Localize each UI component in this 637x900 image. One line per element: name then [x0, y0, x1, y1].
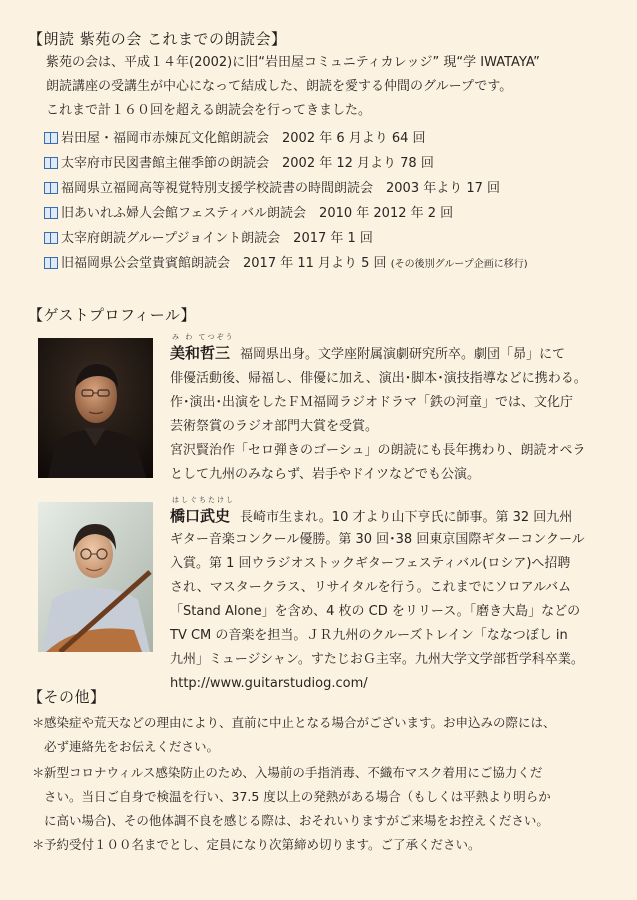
- event-text: 旧あいれふ婦人会館フェスティバル朗読会 2010 年 2012 年 2 回: [61, 206, 454, 221]
- book-icon: [44, 257, 58, 268]
- event-text: 福岡県立福岡高等視覚特別支援学校読書の時間朗読会 2003 年より 17 回: [61, 181, 501, 196]
- guest2-bio-line: ギター音楽コンクール優勝。第 30 回･38 回東京国際ギターコンクール: [170, 532, 585, 547]
- note-text: 必ず連絡先をお伝えください。: [44, 739, 220, 754]
- guest1-name: 美和哲三: [170, 344, 231, 362]
- event-text: 岩田屋・福岡市赤煉瓦文化館朗読会 2002 年 6 月より 64 回: [61, 131, 426, 146]
- event-item: [44, 130, 426, 148]
- guest1-bio-line: 福岡県出身。文学座附属演劇研究所卒。劇団「昴」にて: [240, 347, 566, 362]
- intro-line-3: これまで計１６０回を超える朗読会を行ってきました。: [46, 103, 372, 118]
- note-text: さい。当日ご自身で検温を行い、37.5 度以上の発熱がある場合（もしくは平熱より明らか: [44, 789, 551, 804]
- intro-line-2: 朗読講座の受講生が中心になって結成した、朗読を愛する仲間のグループです。: [46, 79, 513, 94]
- other-section-title: 【その他】: [28, 688, 106, 706]
- note-line: [32, 714, 556, 732]
- note-text: に高い場合)、その他体調不良を感じる際は、おそれいりますがご来場をお控えください。: [44, 813, 549, 828]
- guest2-first-line: [170, 507, 572, 527]
- note-line: [32, 836, 481, 854]
- guest2-ruby: はしぐちたけし: [172, 496, 235, 504]
- guest2-bio-line: TV CM の音楽を担当。ＪＲ九州のクルーズトレイン「ななつぼし in: [170, 628, 568, 643]
- guest1-first-line: [170, 344, 565, 364]
- event-item: [44, 255, 528, 274]
- guest2-bio-line: 長崎市生まれ。10 才より山下亨氏に師事。第 32 回九州: [240, 510, 573, 525]
- history-section-title: 【朗読 紫苑の会 これまでの朗読会】: [28, 30, 287, 48]
- note-line: [32, 764, 542, 782]
- event-note: (その後別グループ企画に移行): [390, 259, 528, 270]
- guest1-bio-line: として九州のみならず、岩手やドイツなどでも公演。: [170, 467, 481, 482]
- guest2-portrait-image: [38, 502, 153, 652]
- event-item: [44, 180, 500, 198]
- note-line: [32, 788, 551, 806]
- guest2-photo: [38, 502, 153, 652]
- guest1-photo: [38, 338, 153, 478]
- intro-line-1: 紫苑の会は、平成１４年(2002)に旧“岩田屋コミュニティカレッジ” 現“学 IWATAYA”: [46, 55, 540, 70]
- asterisk-mark: ＊: [32, 837, 45, 852]
- event-item: [44, 205, 453, 223]
- event-text: 太宰府市民図書館主催季節の朗読会 2002 年 12 月より 78 回: [61, 156, 434, 171]
- note-text: 感染症や荒天などの理由により、直前に中止となる場合がございます。お申込みの際には、: [44, 715, 556, 730]
- guest2-bio-line: 「Stand Alone」を含め、4 枚の CD をリリース。「磨き大島」などの: [170, 604, 581, 619]
- guest2-bio-line: 九州」ミュージシャン。すたじおＧ主宰。九州大学文学部哲学科卒業。: [170, 652, 584, 667]
- book-icon: [44, 182, 58, 193]
- note-text: 新型コロナウィルス感染防止のため、入場前の手指消毒、不織布マスク着用にご協力くだ: [44, 765, 543, 780]
- guest1-bio-line: 俳優活動後、帰福し、俳優に加え、演出･脚本･演技指導などに携わる。: [170, 371, 587, 386]
- guest-section-title: 【ゲストプロフィール】: [28, 306, 196, 324]
- book-icon: [44, 207, 58, 218]
- guest1-bio-line: 作･演出･出演をしたＦＭ福岡ラジオドラマ「鉄の河童」では、文化庁: [170, 395, 574, 410]
- guest1-portrait-image: [38, 338, 153, 478]
- book-icon: [44, 132, 58, 143]
- event-text: 太宰府朗読グループジョイント朗読会 2017 年 1 回: [61, 231, 373, 246]
- guest2-bio-line: され、マスタークラス、リサイタルを行う。これまでにソロアルバム: [170, 580, 572, 595]
- asterisk-mark: ＊: [32, 765, 45, 780]
- note-text: 予約受付１００名までとし、定員になり次第締め切ります。ご了承ください。: [44, 837, 481, 852]
- guest1-ruby: み わ てつぞう: [172, 333, 235, 341]
- guest1-bio-line: 宮沢賢治作「セロ弾きのゴーシュ」の朗読にも長年携わり、朗読オペラ: [170, 443, 586, 458]
- guest2-bio-line: 入賞。第 1 回ウラジオストックギターフェスティバル(ロシア)へ招聘: [170, 556, 571, 571]
- book-icon: [44, 157, 58, 168]
- event-item: [44, 230, 373, 248]
- guest2-name: 橋口武史: [170, 507, 231, 525]
- event-text: 旧福岡県公会堂貴賓館朗読会 2017 年 11 月より 5 回: [61, 256, 387, 271]
- event-item: [44, 155, 434, 173]
- guest1-bio-line: 芸術祭賞のラジオ部門大賞を受賞。: [170, 419, 379, 434]
- note-line: [32, 738, 219, 756]
- asterisk-mark: ＊: [32, 715, 45, 730]
- note-line: [32, 812, 549, 830]
- guest2-website-link[interactable]: http://www.guitarstudiog.com/: [170, 676, 368, 691]
- book-icon: [44, 232, 58, 243]
